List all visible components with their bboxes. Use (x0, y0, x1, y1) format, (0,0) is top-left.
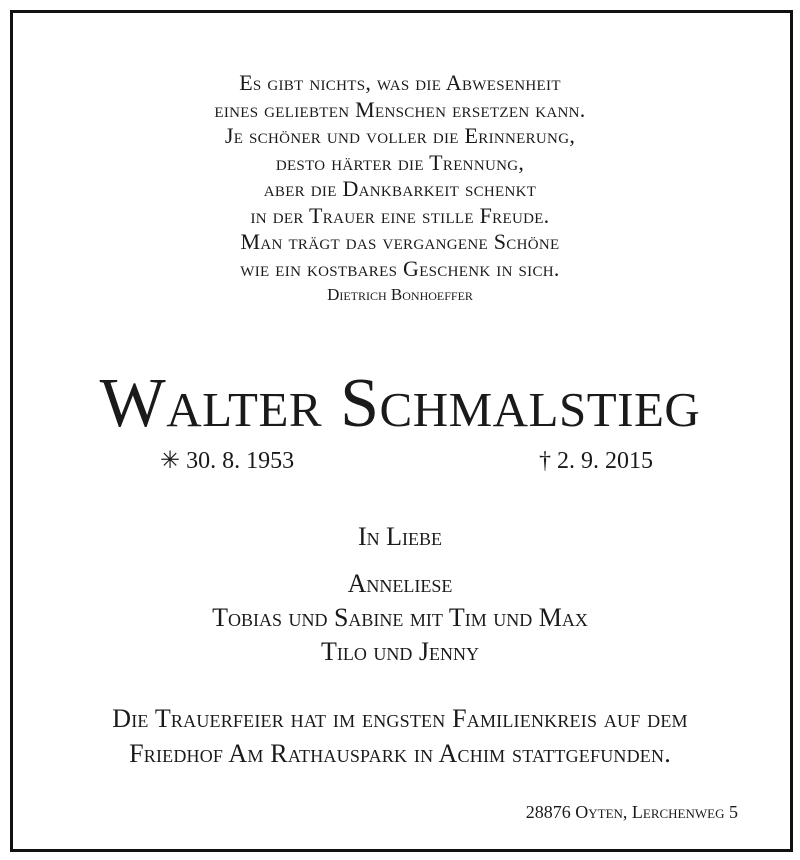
birth-star-icon: ✳ (160, 448, 181, 474)
funeral-notice-line: Friedhof Am Rathauspark in Achim stattgefunden. (129, 739, 671, 768)
family-address: 28876 Oyten, Lerchenweg 5 (525, 802, 738, 822)
cross-icon: † (539, 448, 551, 474)
funeral-notice-line: Die Trauerfeier hat im engsten Familienkreis auf dem (112, 704, 688, 733)
death-date (539, 446, 653, 476)
quote-line: Es gibt nichts, was die Abwesenheit (239, 70, 561, 95)
quote-line: eines geliebten Menschen ersetzen kann. (214, 96, 586, 122)
mourner-line: Anneliese (347, 569, 453, 598)
mourner-line: Tilo und Jenny (321, 637, 479, 666)
quote-line: desto härter die Trennung, (275, 149, 525, 175)
mourners-list (0, 567, 800, 669)
funeral-notice (0, 701, 800, 771)
quote-line: Je schöner und voller die Erinnerung, (224, 123, 576, 148)
quote-line: aber die Dankbarkeit schenkt (263, 176, 537, 201)
mourner-line: Tobias und Sabine mit Tim und Max (212, 603, 588, 632)
birth-date-value: 30. 8. 1953 (186, 448, 295, 474)
quote-line: Man trägt das vergangene Schöne (240, 229, 560, 254)
quote-author: Dietrich Bonhoeffer (327, 285, 473, 304)
in-love-heading: In Liebe (357, 522, 443, 551)
birth-date (160, 446, 294, 476)
quote-line: in der Trauer eine stille Freude. (250, 202, 550, 228)
death-date-value: 2. 9. 2015 (557, 448, 653, 474)
quote-line: wie ein kostbares Geschenk in sich. (240, 255, 560, 281)
deceased-name: Walter Schmalstieg (99, 365, 701, 442)
bonhoeffer-quote (0, 70, 800, 306)
